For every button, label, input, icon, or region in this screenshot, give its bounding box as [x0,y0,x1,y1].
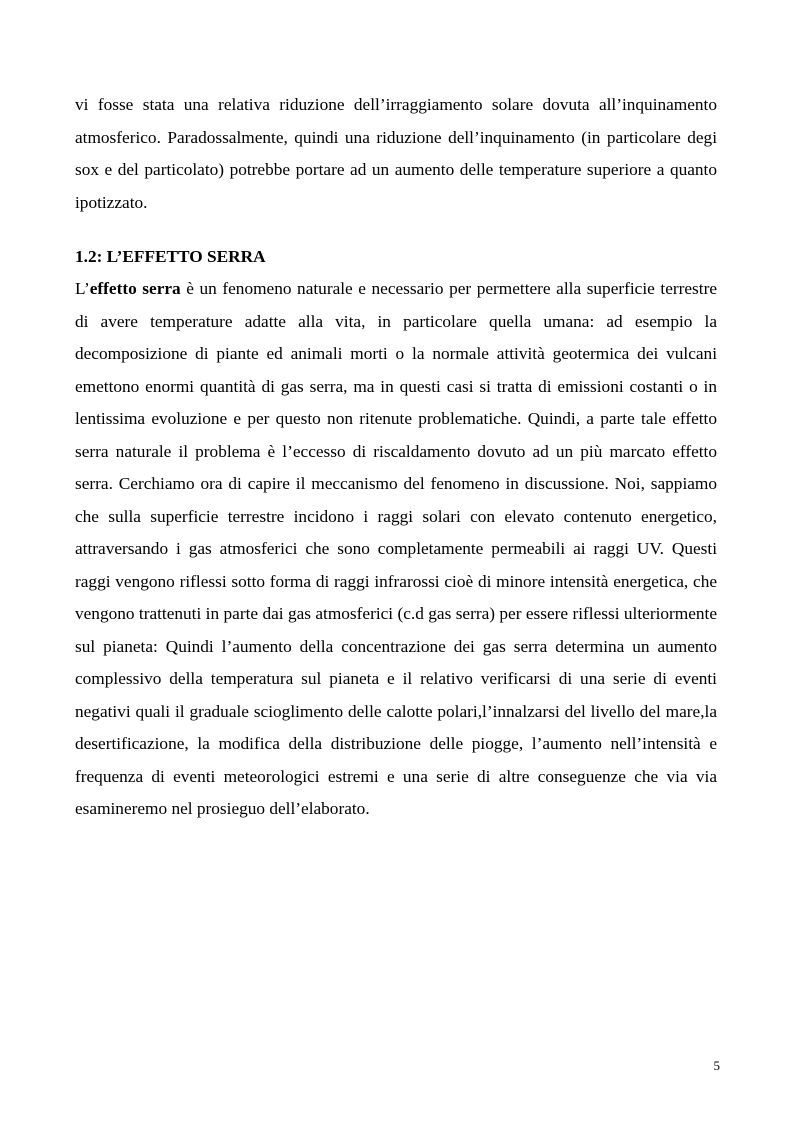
lead-term: effetto serra [89,279,181,298]
page-number: 5 [713,1058,720,1073]
document-page [75,89,717,826]
lead-prefix: L’ [75,279,90,298]
section-body-paragraph [75,273,717,826]
section-heading: 1.2: L’EFFETTO SERRA [75,247,266,266]
intro-paragraph: vi fosse stata una relativa riduzione dell’irraggiamento solare dovuta all’inquinamento atmosferico. Paradossalmente, quindi una riduzione dell’inquinamento (in particolare degi sox e del particolato) potrebbe portare ad un aumento delle temperature superiore a quanto ipotizzato. [75,95,717,212]
body-text: è un fenomeno naturale e necessario per permettere alla superficie terrestre di avere temperature adatte alla vita, in particolare quella umana: ad esempio la decomposizione di piante ed animali morti o la normale attività geotermica dei vulcani emettono enormi quantità di gas serra, ma in questi casi si tratta di emissioni costanti o in lentissima evoluzione e per questo non ritenute problematiche. Quindi, a parte tale effetto serra naturale il problema è l’eccesso di riscaldamento dovuto ad un più marcato effetto serra. Cerchiamo ora di capire il meccanismo del fenomeno in discussione. Noi, sappiamo che sulla superficie terrestre incidono i raggi solari con elevato contenuto energetico, attraversando i gas atmosferici che sono completamente permeabili ai raggi UV. Questi raggi vengono riflessi sotto forma di raggi infrarossi cioè di minore intensità energetica, che vengono trattenuti in parte dai gas atmosferici (c.d gas serra) per essere riflessi ulteriormente sul pianeta: Quindi l’aumento della concentrazione dei gas serra determina un aumento complessivo della temperatura sul pianeta e il relativo verificarsi di una serie di eventi negativi quali il graduale scioglimento delle calotte polari,l’innalzarsi del livello del mare,la desertificazione, la modifica della distribuzione delle piogge, l’aumento nell’intensità e frequenza di eventi meteorologici estremi e una serie di altre conseguenze che via via esamineremo nel prosieguo dell’elaborato. [75,279,718,818]
